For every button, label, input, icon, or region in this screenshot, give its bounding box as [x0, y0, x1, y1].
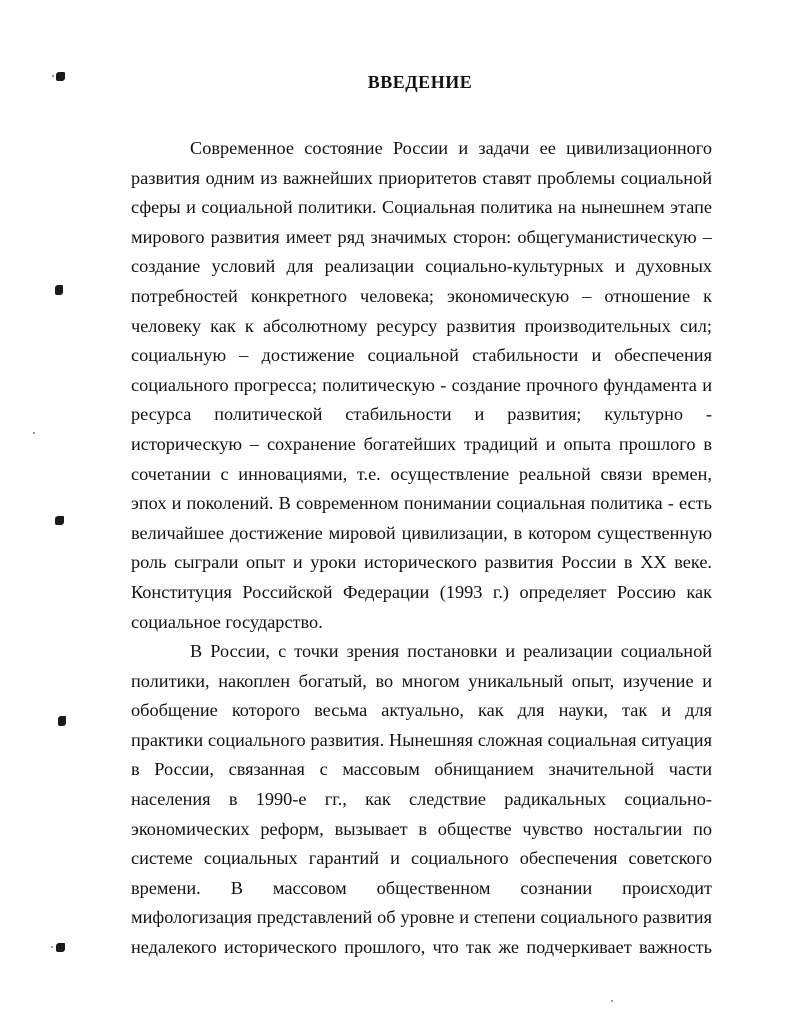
- text-line: мифологизация представлений об уровне и степени социального развития: [131, 907, 712, 928]
- text-line: В России, с точки зрения постановки и реализации социальной: [190, 641, 712, 662]
- text-line: в России, связанная с массовым обнищанием значительной части: [131, 759, 712, 780]
- text-line: системе социальных гарантий и социального обеспечения советского: [131, 848, 712, 869]
- text-line: населения в 1990-е гг., как следствие радикальных социально-: [131, 789, 712, 810]
- text-line: сочетании с инновациями, т.е. осуществление реальной связи времен,: [131, 463, 712, 484]
- text-line: потребностей конкретного человека; экономическую – отношение к: [131, 285, 712, 306]
- page-title: ВВЕДЕНИЕ: [367, 72, 473, 92]
- text-line: роль сыграли опыт и уроки исторического развития России в XX веке.: [131, 552, 712, 573]
- scan-mark: [56, 943, 65, 952]
- scan-mark: [58, 716, 66, 726]
- text-line: историческую – сохранение богатейших традиций и опыта прошлого в: [131, 433, 712, 454]
- text-line: недалекого исторического прошлого, что так же подчеркивает важность: [131, 937, 712, 958]
- scan-speck: [51, 946, 53, 948]
- text-line: мирового развития имеет ряд значимых сторон: общегуманистическую –: [131, 226, 712, 247]
- text-line: политики, накоплен богатый, во многом уникальный опыт, изучение и: [131, 670, 712, 691]
- scan-mark: [55, 516, 64, 525]
- scan-speck: [611, 1000, 613, 1002]
- text-line: социальную – достижение социальной стабильности и обеспечения: [131, 345, 712, 366]
- text-line: времени. В массовом общественном сознании происходит: [131, 877, 712, 898]
- text-line: эпох и поколений. В современном понимании социальная политика - есть: [131, 493, 712, 514]
- text-line: экономических реформ, вызывает в обществе чувство ностальгии по: [131, 818, 712, 839]
- text-line: развития одним из важнейших приоритетов ставят проблемы социальной: [131, 167, 712, 188]
- scan-mark: [55, 285, 63, 295]
- text-line: ресурса политической стабильности и развития; культурно -: [131, 404, 712, 425]
- text-line: человеку как к абсолютному ресурсу развития производительных сил;: [131, 315, 712, 336]
- text-line: величайшее достижение мировой цивилизации, в котором существенную: [131, 522, 712, 543]
- text-line: социального прогресса; политическую - создание прочного фундамента и: [131, 374, 712, 395]
- text-line: сферы и социальной политики. Социальная политика на нынешнем этапе: [131, 197, 712, 218]
- text-line: практики социального развития. Нынешняя сложная социальная ситуация: [131, 729, 712, 750]
- scan-speck: [33, 432, 35, 434]
- text-line: Современное состояние России и задачи ее цивилизационного: [190, 138, 712, 158]
- text-line: Конституция Российской Федерации (1993 г.) определяет Россию как: [131, 581, 712, 602]
- body-text: [131, 134, 712, 963]
- text-line: создание условий для реализации социально-культурных и духовных: [131, 256, 712, 277]
- text-line: социальное государство.: [131, 611, 323, 632]
- text-line: обобщение которого весьма актуально, как для науки, так и для: [131, 700, 712, 721]
